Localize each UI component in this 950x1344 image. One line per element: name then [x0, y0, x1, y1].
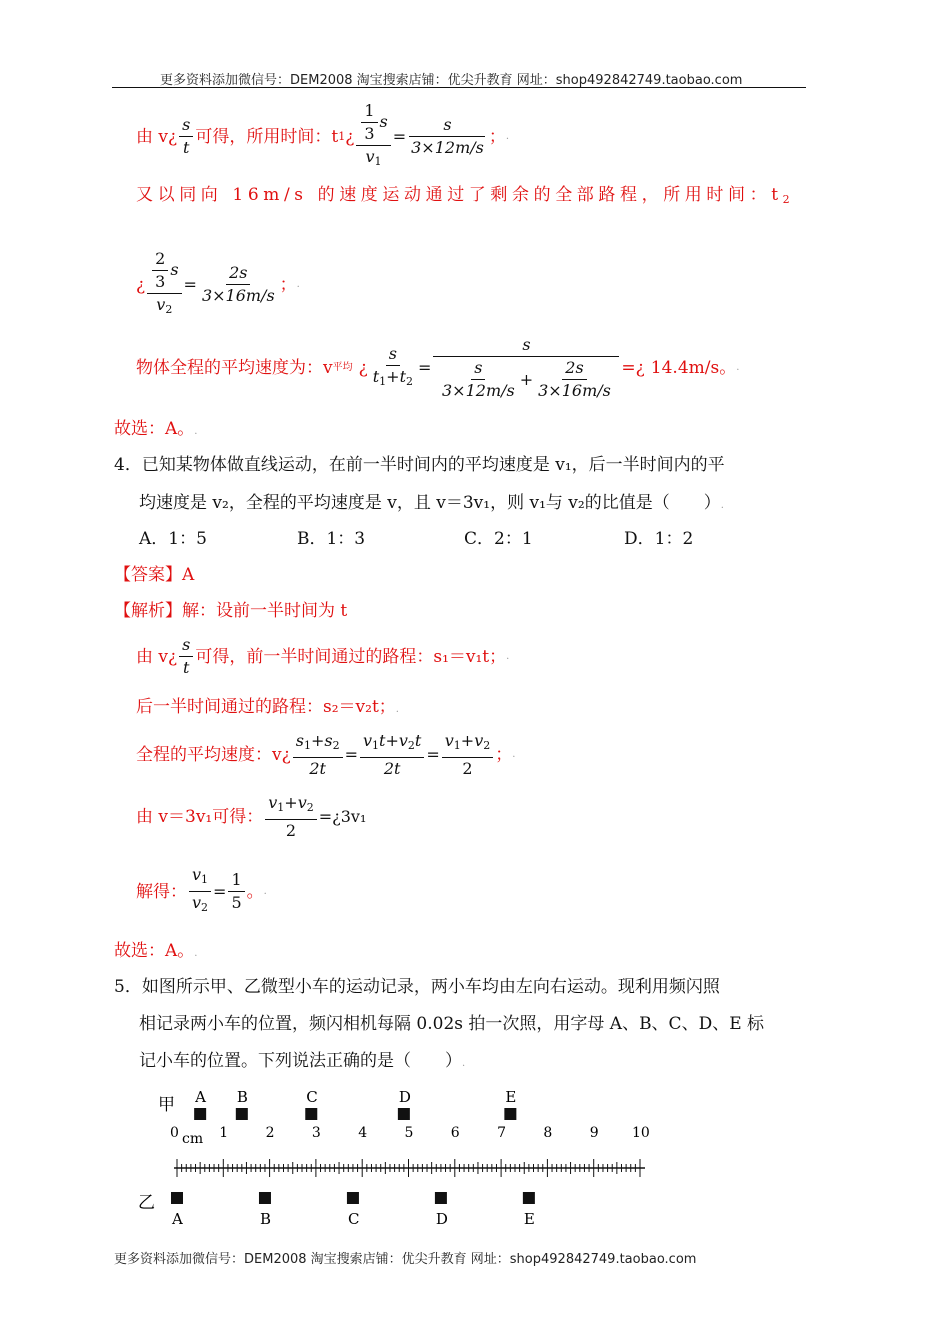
sol3-line4: 物体全程的平均速度为：v 平均 ¿ $\frac{s}{t_1+t_2}$ = s $\frac{s}{3\times 12m/s}$ + $\frac{2s}{3\times 16m/s}$ =¿ 14.4m/s。 . [136, 335, 740, 400]
q4-step4: 由 v＝3v₁可得： $\frac{v_1+v_2}{2}$ =¿3v₁ [136, 793, 367, 840]
q4-option-b: B．1：3 [297, 529, 366, 549]
frac-v1-over-v2: $\frac{v_1}{v_2}$ [189, 864, 211, 919]
jia-car-label: E [505, 1088, 517, 1106]
yi-car-label: B [259, 1210, 272, 1228]
sol3-line3: ¿ $\frac{2}{3}$ s $v_2$ = $\frac{2s}{3\times 16m/s}$ ； . [136, 248, 300, 321]
q4-line1: 4．已知某物体做直线运动，在前一半时间内的平均速度是 v₁，后一半时间内的平 [114, 455, 725, 475]
ruler-ticks [177, 1159, 640, 1177]
ruler-tick-labels [170, 1125, 650, 1141]
q4-step1: 由 v¿ $\frac{s}{t}$ 可得，前一半时间通过的路程：s₁＝v₁t； . [136, 635, 510, 677]
unit-cm: cm [182, 1131, 204, 1147]
frac-s-over-t1-t2: $\frac{s}{t_1+t_2}$ [372, 344, 414, 388]
jia-car-label: A [195, 1088, 206, 1106]
jia-car-marker [398, 1108, 410, 1120]
ruler-tick-label: 5 [404, 1125, 414, 1141]
page-footer: 更多资料添加微信号：DEM2008 淘宝搜索店铺：优尖升教育 网址：shop492842749.taobao.com [114, 1252, 697, 1267]
label-jia: 甲 [158, 1095, 175, 1115]
frac-s-over-3x12: $\frac{s}{3\times 12m/s}$ [411, 115, 484, 157]
q4-choice: 故选：A。. [114, 941, 198, 961]
q4-step5: 解得： $\frac{v_1}{v_2}$ = $\frac{1}{5}$ 。 . [136, 864, 267, 919]
ruler-tick-label: 3 [311, 1125, 321, 1141]
yi-car-positions [171, 1192, 535, 1228]
frac-v1t-v2t-over-2t: $\frac{v_1t+v_2t}{2t}$ [360, 730, 424, 780]
ruler-tick-label: 10 [632, 1125, 650, 1141]
jia-car-label: C [306, 1088, 318, 1106]
jia-car-marker [305, 1108, 317, 1120]
frac-1-over-5: $\frac{1}{5}$ [228, 869, 244, 914]
ruler-tick-label: 2 [265, 1125, 275, 1141]
jia-car-marker [236, 1108, 248, 1120]
header-rule [112, 87, 806, 88]
frac-s-over-t: $\frac{s}{t}$ [179, 114, 193, 159]
jia-car-label: D [398, 1088, 411, 1106]
q5-line1: 5．如图所示甲、乙微型小车的运动记录，两小车均由左向右运动。现利用频闪照 [114, 977, 720, 997]
yi-car-marker [171, 1192, 183, 1204]
page-header: 更多资料添加微信号：DEM2008 淘宝搜索店铺：优尖升教育 网址：shop492842749.taobao.com [160, 73, 743, 88]
q4-option-d: D．1：2 [624, 529, 694, 549]
q4-answer: 【答案】A [114, 565, 195, 585]
ruler-tick-label: 1 [219, 1125, 229, 1141]
yi-car-label: C [347, 1210, 360, 1228]
sol3-line2: 又以同向 16m/s 的速度运动通过了剩余的全部路程，所用时间：$t_2$ [136, 185, 795, 206]
frac-v1v2-over-2-b: $\frac{v_1+v_2}{2}$ [265, 792, 317, 842]
ruler-tick-label: 0 [170, 1125, 179, 1141]
yi-car-label: D [435, 1210, 448, 1228]
frac-2s-over-3x16: $\frac{2s}{3\times 16m/s}$ [201, 263, 275, 305]
label-yi: 乙 [138, 1193, 155, 1213]
q4-step3: 全程的平均速度：v¿ $\frac{s_1+s_2}{2t}$ = $\frac{v_1t+v_2t}{2t}$ = $\frac{v_1+v_2}{2}$ ； . [136, 731, 516, 778]
yi-car-label: A [172, 1210, 183, 1228]
jia-car-positions [194, 1088, 516, 1120]
yi-car-marker [259, 1192, 271, 1204]
motion-record-figure [130, 1080, 690, 1240]
frac-third-s-over-v1: $\frac{1}{3}$ s $v_1$ [356, 100, 390, 173]
q4-line2: 均速度是 v₂，全程的平均速度是 v，且 v＝3v₁，则 v₁与 v₂的比值是（ ）. [139, 493, 724, 513]
frac-v1v2-over-2: $\frac{v_1+v_2}{2}$ [442, 730, 494, 780]
yi-car-marker [435, 1192, 447, 1204]
q4-option-c: C．2：1 [464, 529, 533, 549]
frac-s-over-t-2: $\frac{s}{t}$ [179, 634, 193, 679]
q4-step2: 后一半时间通过的路程：s₂＝v₂t；. [136, 697, 399, 717]
sol3-l1-pre: 由 v¿ [136, 126, 178, 147]
sol3-l1-mid: 可得，所用时间：t [195, 126, 339, 147]
frac-two-thirds-s-over-v2: $\frac{2}{3}$ s $v_2$ [147, 248, 181, 321]
ruler-tick-label: 6 [450, 1125, 460, 1141]
frac-s-over-sum: s $\frac{s}{3\times 12m/s}$ + $\frac{2s}{3\times 16m/s}$ [433, 334, 619, 402]
ruler-tick-label: 4 [358, 1125, 368, 1141]
frac-s1s2-over-2t: $\frac{s_1+s_2}{2t}$ [293, 730, 343, 780]
sol3-choice: 故选：A。. [114, 419, 198, 439]
q4-analysis: 【解析】解：设前一半时间为 t [114, 601, 348, 621]
yi-car-label: E [523, 1210, 535, 1228]
q5-line2: 相记录两小车的位置，频闪相机每隔 0.02s 拍一次照，用字母 A、B、C、D、E 标 [139, 1014, 765, 1034]
q5-line3: 记小车的位置。下列说法正确的是（ ）. [139, 1051, 466, 1071]
ruler-tick-label: 8 [543, 1125, 553, 1141]
jia-car-marker [504, 1108, 516, 1120]
jia-car-marker [194, 1108, 206, 1120]
yi-car-marker [523, 1192, 535, 1204]
ruler-tick-label: 9 [589, 1125, 599, 1141]
ruler-tick-label: 7 [497, 1125, 507, 1141]
yi-car-marker [347, 1192, 359, 1204]
sol3-line1: 由 v¿ $\frac{s}{t}$ 可得，所用时间：t 1 ¿ $\frac{1}{3}$ s $v_1$ = $\frac{s}{3\times 12m/s}$ ； . [136, 100, 509, 173]
q4-option-a: A．1：5 [139, 529, 207, 549]
jia-car-label: B [236, 1088, 248, 1106]
